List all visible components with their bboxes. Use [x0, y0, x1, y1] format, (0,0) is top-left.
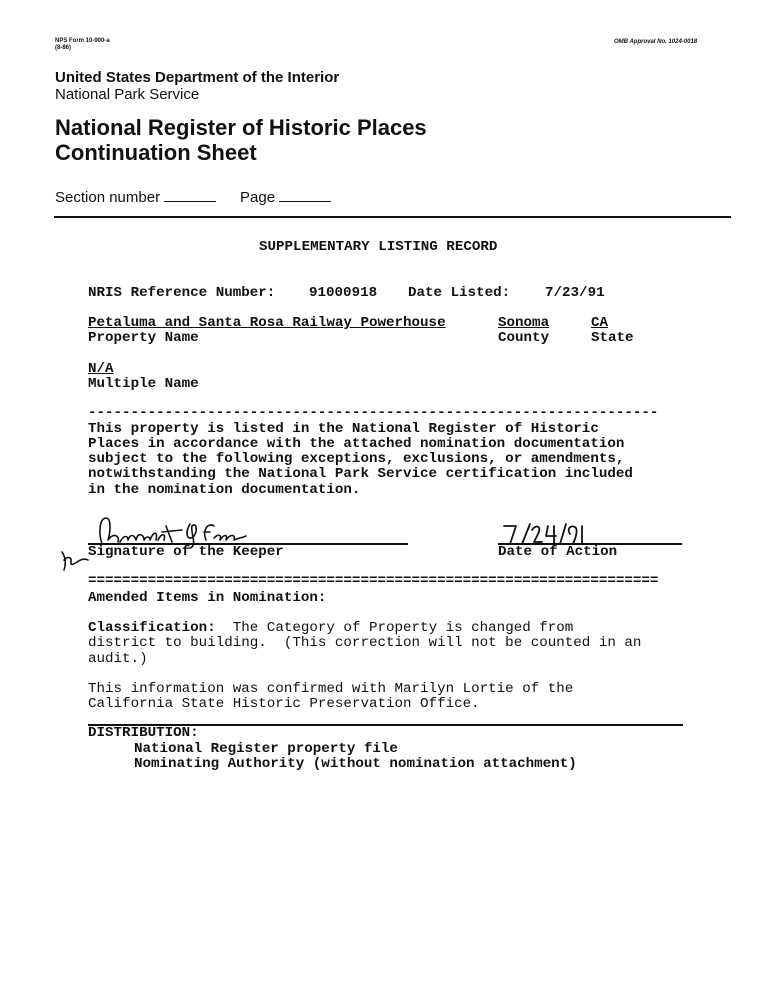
nris-value: 91000918	[309, 285, 378, 301]
confirmation-line: This information was confirmed with Marilyn Lortie of the	[88, 681, 574, 697]
classification-line: audit.)	[88, 651, 148, 667]
multiple-name-value: N/A	[88, 361, 114, 377]
confirmation-line: California State Historic Preservation Office.	[88, 696, 480, 712]
statement-line: This property is listed in the National Register of Historic	[88, 421, 599, 437]
amended-heading: Amended Items in Nomination:	[88, 590, 327, 606]
statement-line: Places in accordance with the attached nomination documentation	[88, 436, 625, 452]
signature-handwritten	[100, 515, 101, 516]
signature-prefix	[58, 540, 59, 541]
classification-label: Classification:	[88, 620, 216, 636]
state-value: CA	[591, 315, 609, 331]
form-number: NPS Form 10-900-a (8-86)	[55, 38, 110, 51]
page-label: Page	[240, 189, 276, 206]
state-label: State	[591, 330, 634, 346]
classification-line: district to building. (This correction will not be counted in an	[88, 635, 642, 651]
statement-line: in the nomination documentation.	[88, 482, 361, 498]
section-number-blank	[164, 189, 216, 202]
header-divider	[54, 216, 731, 218]
classification-line	[88, 621, 573, 636]
page-subtitle: Continuation Sheet	[55, 140, 257, 165]
statement-line: subject to the following exceptions, exclusions, or amendments,	[88, 451, 625, 467]
department-name: United States Department of the Interior	[55, 69, 340, 86]
signature-label: Signature of the Keeper	[88, 544, 284, 560]
section-number-field	[55, 189, 216, 206]
date-listed-value: 7/23/91	[545, 285, 605, 301]
property-name-value: Petaluma and Santa Rosa Railway Powerhouse	[88, 315, 446, 331]
classification-text: The Category of Property is changed from	[215, 620, 574, 636]
statement-line: notwithstanding the National Park Service certification included	[88, 466, 633, 482]
county-label: County	[498, 330, 550, 346]
section-number-label: Section number	[55, 189, 161, 206]
multiple-name-label: Multiple Name	[88, 376, 199, 392]
county-value: Sonoma	[498, 315, 550, 331]
distribution-item: National Register property file	[134, 741, 398, 757]
date-of-action-label: Date of Action	[498, 544, 618, 560]
page-blank	[279, 189, 331, 202]
page-title: National Register of Historic Places	[55, 115, 427, 140]
distribution-label: DISTRIBUTION:	[88, 725, 199, 741]
omb-approval: OMB Approval No. 1024-0018	[614, 39, 698, 45]
page-field	[240, 189, 331, 206]
nris-label: NRIS Reference Number:	[88, 285, 276, 301]
date-listed-label: Date Listed:	[408, 285, 511, 301]
dash-divider: -------------------------------------------------------------------	[88, 405, 659, 421]
property-name-label: Property Name	[88, 330, 199, 346]
date-of-action-handwritten	[505, 525, 506, 526]
equals-divider: ===================================================================	[88, 573, 659, 589]
distribution-item: Nominating Authority (without nomination attachment)	[134, 756, 577, 772]
record-heading: SUPPLEMENTARY LISTING RECORD	[259, 239, 498, 255]
agency-name: National Park Service	[55, 86, 200, 103]
